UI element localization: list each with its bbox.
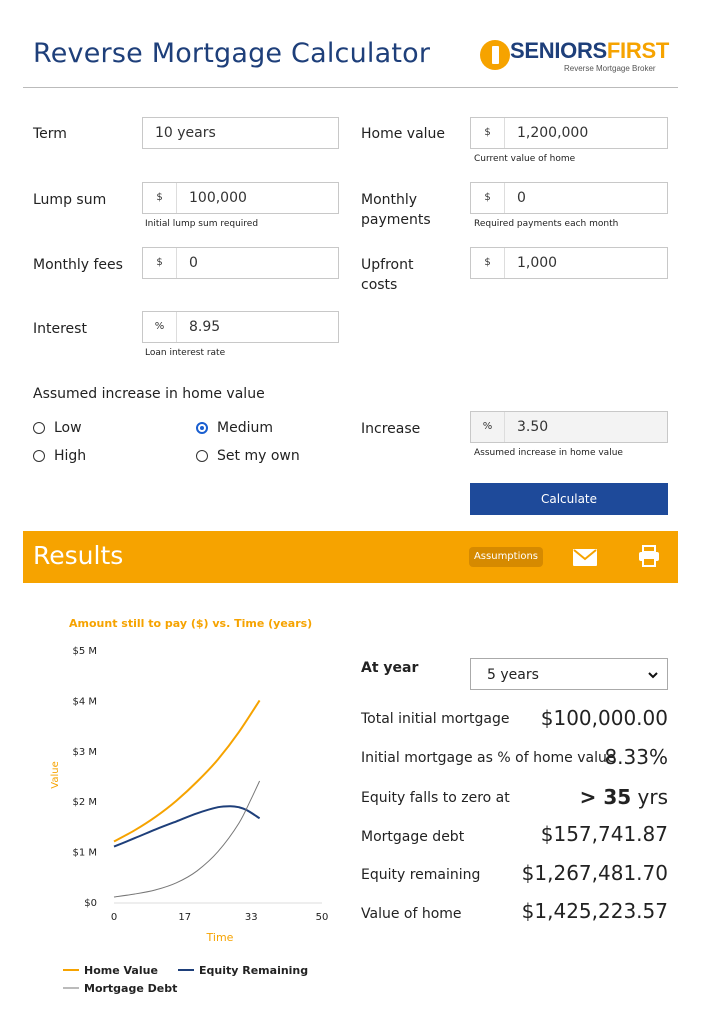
equity-falls-zero-value xyxy=(540,785,668,809)
monthly-payments-field[interactable] xyxy=(470,182,668,214)
radio-high-circle xyxy=(33,450,45,462)
lump-sum-field[interactable] xyxy=(142,182,339,214)
value-of-home-label: Value of home xyxy=(361,906,462,922)
header xyxy=(0,0,715,90)
monthly-payments-label xyxy=(361,190,431,230)
initial-mortgage-percent-label: Initial mortgage as % of home value xyxy=(361,750,616,766)
upfront-costs-unit: $ xyxy=(471,248,505,278)
term-field[interactable] xyxy=(142,117,339,149)
x-tick-label: 0 xyxy=(110,912,118,923)
equity-remaining-label: Equity remaining xyxy=(361,867,481,883)
equity-falls-zero-label: Equity falls to zero at xyxy=(361,790,510,806)
mail-icon[interactable] xyxy=(573,549,597,566)
radio-medium-circle xyxy=(196,422,208,434)
y-tick-label: $5 M xyxy=(72,646,97,657)
interest-hint: Loan interest rate xyxy=(145,348,226,358)
print-icon[interactable] xyxy=(638,545,660,567)
monthly-payments-value: 0 xyxy=(517,190,526,206)
y-tick-label: $2 M xyxy=(72,797,97,809)
initial-mortgage-percent-value: 8.33% xyxy=(604,745,668,769)
legend-label-home-value: Home Value xyxy=(84,964,158,977)
series-line-home-value xyxy=(114,700,260,841)
series-line-mortgage-debt xyxy=(114,781,260,897)
mortgage-debt-label: Mortgage debt xyxy=(361,829,465,845)
upfront-costs-label-line2: costs xyxy=(361,277,398,293)
logo-text xyxy=(510,38,669,64)
results-bar xyxy=(23,531,678,583)
logo-mark-icon xyxy=(480,40,510,70)
home-value-value: 1,200,000 xyxy=(517,125,589,141)
at-year-label: At year xyxy=(361,660,419,676)
chart-y-axis-label: Value xyxy=(50,761,61,789)
y-tick-label: $4 M xyxy=(72,696,97,708)
radio-high-label: High xyxy=(54,448,87,464)
logo-text-first: FIRST xyxy=(606,38,669,63)
home-value-unit: $ xyxy=(471,118,505,148)
x-tick-label: 50 xyxy=(315,912,329,923)
value-of-home-value: $1,425,223.57 xyxy=(521,899,668,923)
upfront-costs-field[interactable] xyxy=(470,247,668,279)
lump-sum-label: Lump sum xyxy=(33,192,107,208)
monthly-payments-unit: $ xyxy=(471,183,505,213)
interest-label: Interest xyxy=(33,321,87,337)
equity-falls-zero-prefix: > xyxy=(579,785,604,809)
increase-hint: Assumed increase in home value xyxy=(474,448,623,458)
x-tick-label: 33 xyxy=(244,912,258,923)
equity-remaining-value: $1,267,481.70 xyxy=(521,861,668,885)
radio-set-my-own-label: Set my own xyxy=(217,448,300,464)
assumed-increase-heading: Assumed increase in home value xyxy=(33,386,265,402)
radio-medium-label: Medium xyxy=(217,420,273,436)
chevron-down-icon xyxy=(647,669,659,681)
increase-value: 3.50 xyxy=(517,419,549,435)
upfront-costs-label xyxy=(361,255,413,295)
y-tick-label: $0 xyxy=(84,898,97,909)
at-year-value: 5 years xyxy=(487,667,539,683)
logo-text-seniors: SENIORS xyxy=(510,38,607,63)
logo-subtitle: Reverse Mortgage Broker xyxy=(564,64,656,73)
home-value-field[interactable] xyxy=(470,117,668,149)
y-tick-label: $1 M xyxy=(72,847,97,859)
equity-falls-zero-unit: yrs xyxy=(631,785,668,809)
home-value-label: Home value xyxy=(361,126,446,142)
monthly-payments-hint: Required payments each month xyxy=(474,219,619,229)
chart-title: Amount still to pay ($) vs. Time (years) xyxy=(69,617,313,630)
monthly-fees-value: 0 xyxy=(189,255,198,271)
home-value-hint: Current value of home xyxy=(474,154,576,164)
series-line-equity-remaining xyxy=(114,806,260,846)
increase-field[interactable] xyxy=(470,411,668,443)
assumptions-button[interactable]: Assumptions xyxy=(469,547,543,567)
increase-unit: % xyxy=(471,412,505,442)
lump-sum-value: 100,000 xyxy=(189,190,247,206)
monthly-fees-field[interactable] xyxy=(142,247,339,279)
total-initial-mortgage-value: $100,000.00 xyxy=(540,706,668,730)
interest-value: 8.95 xyxy=(189,319,221,335)
upfront-costs-label-line1: Upfront xyxy=(361,257,414,273)
page-title: Reverse Mortgage Calculator xyxy=(33,38,431,69)
x-tick-label: 17 xyxy=(178,912,192,923)
monthly-fees-unit: $ xyxy=(143,248,177,278)
lump-sum-hint: Initial lump sum required xyxy=(145,219,259,229)
radio-low-circle xyxy=(33,422,45,434)
equity-chart xyxy=(23,600,343,1000)
mortgage-debt-value: $157,741.87 xyxy=(540,822,668,846)
upfront-costs-value: 1,000 xyxy=(517,255,558,271)
chart-legend xyxy=(63,964,308,995)
monthly-payments-label-line1: Monthly xyxy=(361,192,418,208)
lump-sum-unit: $ xyxy=(143,183,177,213)
term-value: 10 years xyxy=(155,125,216,141)
results-title: Results xyxy=(33,541,124,570)
header-divider xyxy=(23,87,678,88)
seniors-first-logo xyxy=(480,38,680,78)
monthly-payments-label-line2: payments xyxy=(361,212,431,228)
monthly-fees-label: Monthly fees xyxy=(33,257,123,273)
y-tick-label: $3 M xyxy=(72,746,97,758)
legend-label-mortgage-debt: Mortgage Debt xyxy=(84,982,178,995)
legend-label-equity-remaining: Equity Remaining xyxy=(199,964,309,977)
term-label: Term xyxy=(33,126,67,142)
interest-unit: % xyxy=(143,312,177,342)
interest-field[interactable] xyxy=(142,311,339,343)
radio-set-my-own-circle xyxy=(196,450,208,462)
increase-label: Increase xyxy=(361,421,421,437)
chart-x-axis-label: Time xyxy=(206,931,234,944)
radio-low-label: Low xyxy=(54,420,82,436)
total-initial-mortgage-label: Total initial mortgage xyxy=(361,711,510,727)
calculate-button[interactable]: Calculate xyxy=(470,483,668,515)
equity-falls-zero-years: 35 xyxy=(603,785,632,809)
at-year-select[interactable] xyxy=(470,658,668,690)
